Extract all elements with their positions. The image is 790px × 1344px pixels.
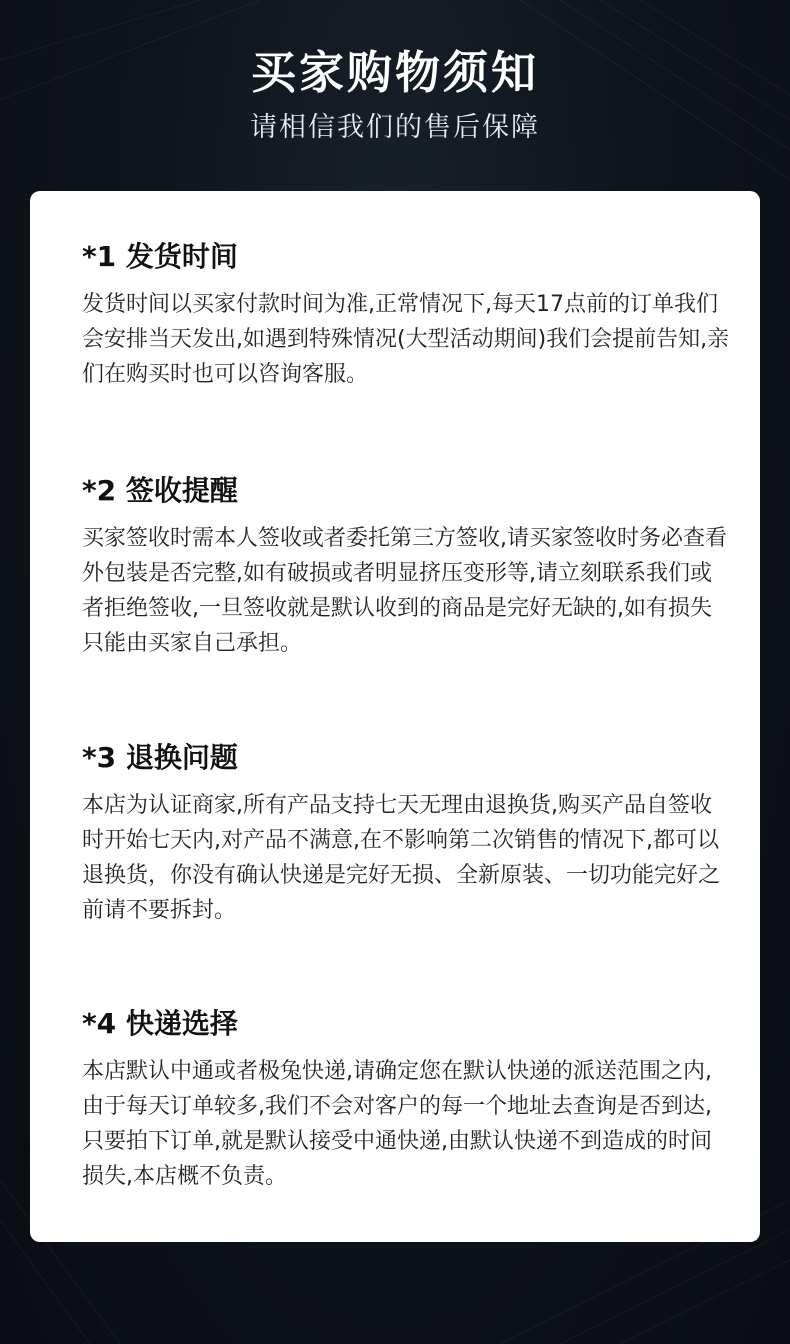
- section-shipping-time: [82, 239, 730, 392]
- section-body: 发货时间以买家付款时间为准,正常情况下,每天17点前的订单我们会安排当天发出,如遇到特殊情况(大型活动期间)我们会提前告知,亲们在购买时也可以咨询客服。: [82, 292, 730, 387]
- page-title: 买家购物须知: [250, 46, 539, 99]
- section-body: 本店为认证商家,所有产品支持七天无理由退换货,购买产品自签收时开始七天内,对产品不满意,在不影响第二次销售的情况下,都可以退换货，你没有确认快递是完好无损、全新原装、一切功能完好之前请不要拆封。: [82, 793, 721, 923]
- page-subtitle: 请相信我们的售后保障: [250, 112, 540, 143]
- section-courier-choice: [82, 1006, 730, 1194]
- notice-card: [30, 191, 760, 1242]
- section-heading: *2 签收提醒: [82, 474, 238, 507]
- section-heading: *3 退换问题: [82, 741, 238, 774]
- section-body: 买家签收时需本人签收或者委托第三方签收,请买家签收时务必查看外包装是否完整,如有破损或者明显挤压变形等,请立刻联系我们或者拒绝签收,一旦签收就是默认收到的商品是完好无缺的,如有损失只能由买家自己承担。: [82, 526, 727, 656]
- section-signing-reminder: [82, 473, 730, 661]
- section-heading: *1 发货时间: [82, 240, 238, 273]
- section-body: 本店默认中通或者极兔快递,请确定您在默认快递的派送范围之内,由于每天订单较多,我们不会对客户的每一个地址去查询是否到达,只要拍下订单,就是默认接受中通快递,由默认快递不到造成的时间损失,本店概不负责。: [82, 1059, 712, 1189]
- section-heading: *4 快递选择: [82, 1007, 238, 1040]
- section-return-exchange: [82, 740, 730, 928]
